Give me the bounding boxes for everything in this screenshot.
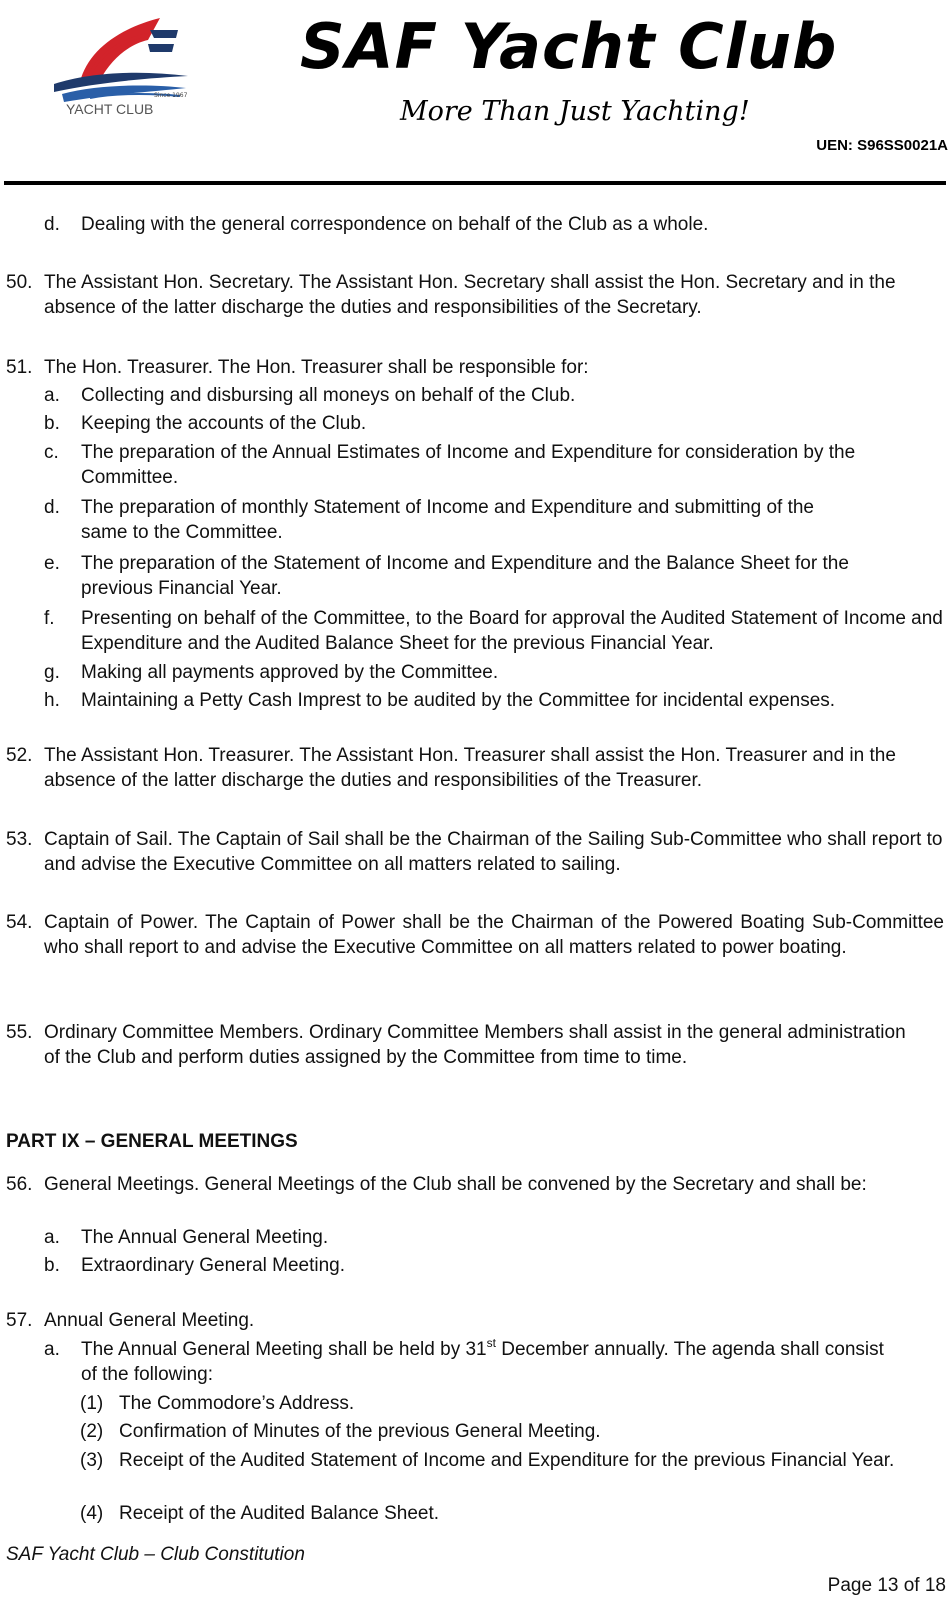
list-item [0,411,952,436]
list-text: Presenting on behalf of the Committee, to the Board for approval the Audited Statement of Income and Expenditure and the Audited Balance Sheet for the previous Financial Year. [81,608,943,654]
logo-since: Since 1967 [154,92,188,99]
list-marker: a. [44,385,60,406]
list-item [0,383,952,408]
list-text: General Meetings. General Meetings of the Club shall be convened by the Secretary and shall be: [44,1174,867,1195]
list-item [0,495,952,545]
list-marker: 51. [6,357,33,378]
clause-56 [0,1172,952,1197]
list-text: Making all payments approved by the Committee. [81,662,499,683]
club-title: SAF Yacht Club [300,10,838,83]
clause-53 [0,827,952,877]
list-text: Annual General Meeting. [44,1310,255,1331]
club-logo [50,10,200,122]
list-marker: (4) [80,1503,104,1524]
list-text: Receipt of the Audited Balance Sheet. [119,1503,440,1524]
list-marker: b. [44,413,60,434]
list-item [0,1225,952,1250]
list-item [0,606,952,656]
list-text: The preparation of monthly Statement of Income and Expenditure and submitting of the same to the Committee. [81,497,814,543]
list-text: The Assistant Hon. Treasurer. The Assistant Hon. Treasurer shall assist the Hon. Treasurer and in the absence of the latter discharge the duties and responsibilities of the Treasurer. [44,745,896,791]
list-marker: 50. [6,272,33,293]
clause-51 [0,355,952,380]
header-rule [4,181,946,185]
list-item [0,551,952,601]
list-item [0,1501,952,1526]
list-text: The preparation of the Statement of Income and Expenditure and the Balance Sheet for the previous Financial Year. [81,553,849,599]
list-text: The Annual General Meeting shall be held by 31 [81,1339,487,1360]
list-marker: d. [44,497,60,518]
list-marker: 54. [6,912,33,933]
list-text: The Assistant Hon. Secretary. The Assistant Hon. Secretary shall assist the Hon. Secretary and in the absence of the latter discharge the duties and responsibilities of the Secretary. [44,272,896,318]
list-text: Confirmation of Minutes of the previous General Meeting. [119,1421,601,1442]
list-text: December annually. The agenda shall consist of the following: [81,1339,884,1385]
list-item [0,1448,952,1473]
list-marker: 53. [6,829,33,850]
list-marker: g. [44,662,60,683]
list-text: Dealing with the general correspondence on behalf of the Club as a whole. [81,214,709,235]
logo-flag [148,30,178,52]
list-item [0,212,952,237]
list-marker: f. [44,608,55,629]
uen-number: UEN: S96SS0021A [816,137,948,154]
clause-50 [0,270,952,320]
list-text: Collecting and disbursing all moneys on behalf of the Club. [81,385,576,406]
list-marker: c. [44,442,59,463]
list-item [0,1419,952,1444]
list-text: PART IX – GENERAL MEETINGS [6,1131,298,1152]
list-marker: a. [44,1339,60,1360]
list-item [0,440,952,490]
list-text: Ordinary Committee Members. Ordinary Committee Members shall assist in the general administration of the Club and perform duties assigned by the Committee from time to time. [44,1022,906,1068]
footer-doc-title: SAF Yacht Club – Club Constitution [6,1544,305,1565]
list-marker: h. [44,690,60,711]
list-marker: (3) [80,1450,104,1471]
clause-54 [0,910,952,960]
list-marker: 52. [6,745,33,766]
list-text: Captain of Power. The Captain of Power shall be the Chairman of the Powered Boating Sub-Committee who shall report to and advise the Executive Committee on all matters related to power boating. [44,912,944,958]
list-item [0,660,952,685]
list-text: Maintaining a Petty Cash Imprest to be audited by the Committee for incidental expenses. [81,690,836,711]
list-text: The Commodore’s Address. [119,1393,355,1414]
list-text: Captain of Sail. The Captain of Sail shall be the Chairman of the Sailing Sub-Committee who shall report to and advise the Executive Committee on all matters related to sailing. [44,829,943,875]
superscript: st [486,1336,496,1350]
list-text: The Hon. Treasurer. The Hon. Treasurer shall be responsible for: [44,357,589,378]
list-marker: 55. [6,1022,33,1043]
list-text: The preparation of the Annual Estimates of Income and Expenditure for consideration by the Committee. [81,442,856,488]
list-marker: d. [44,214,60,235]
list-marker: e. [44,553,60,574]
list-text: Receipt of the Audited Statement of Income and Expenditure for the previous Financial Year. [119,1450,895,1471]
list-item [0,1337,952,1387]
list-marker: a. [44,1227,60,1248]
clause-52 [0,743,952,793]
list-text: Extraordinary General Meeting. [81,1255,346,1276]
list-marker: 56. [6,1174,33,1195]
list-marker: 57. [6,1310,33,1331]
tagline: More Than Just Yachting! [400,96,750,127]
list-item [0,688,952,713]
logo-text: YACHT CLUB [66,101,154,117]
list-marker: (2) [80,1421,104,1442]
clause-57 [0,1308,952,1333]
list-marker: b. [44,1255,60,1276]
list-text: Keeping the accounts of the Club. [81,413,367,434]
clause-55 [0,1020,952,1070]
list-item [0,1253,952,1278]
list-marker: (1) [80,1393,104,1414]
list-text: The Annual General Meeting. [81,1227,329,1248]
list-item [0,1391,952,1416]
page-number: Page 13 of 18 [827,1575,946,1596]
